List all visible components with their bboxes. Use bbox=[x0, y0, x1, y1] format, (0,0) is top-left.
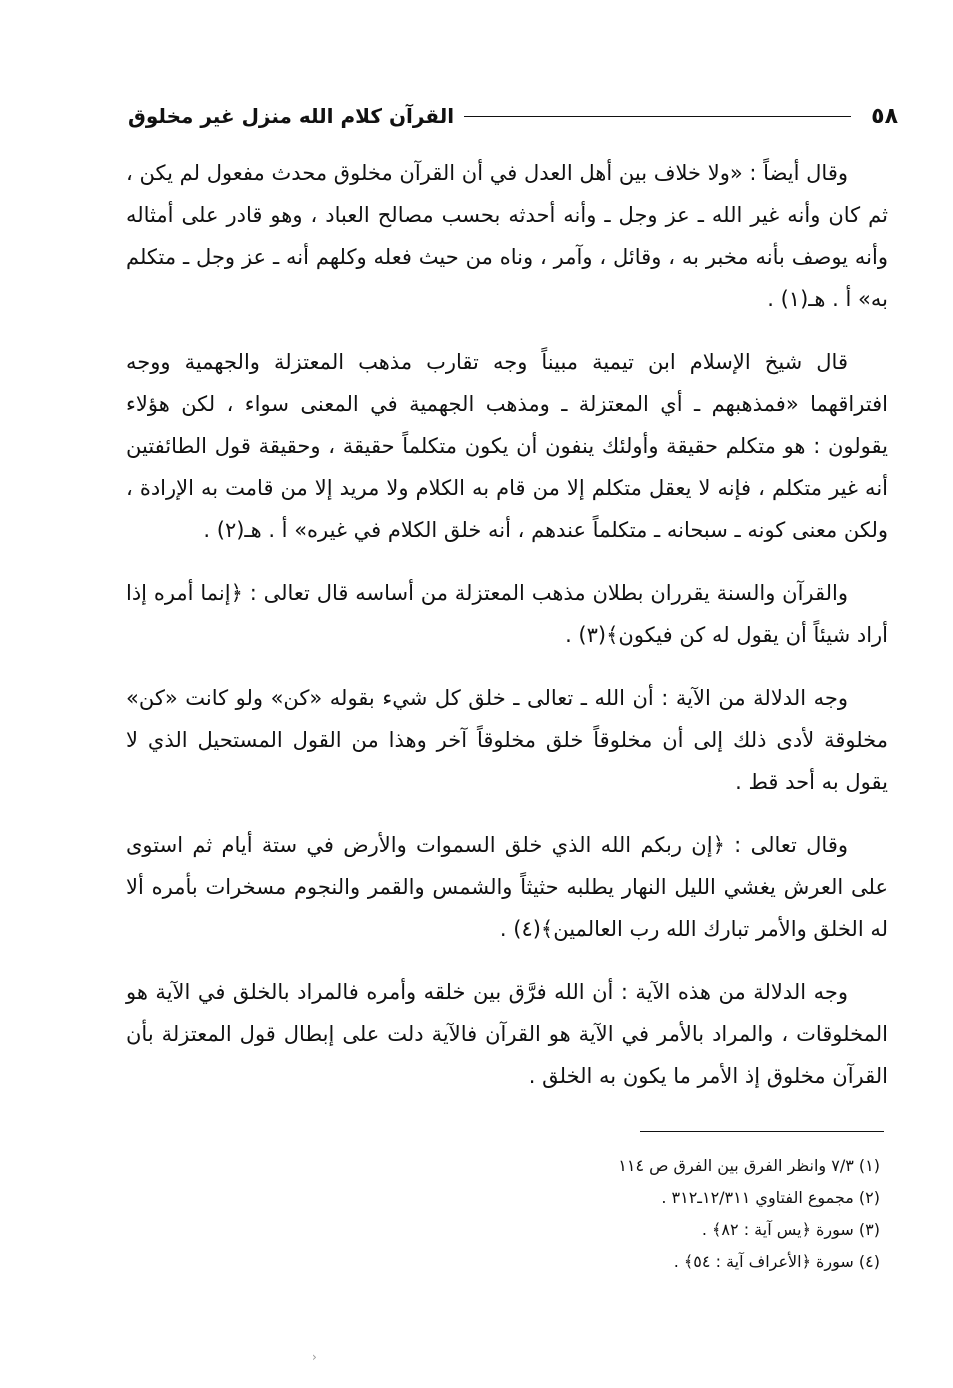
footnote-separator bbox=[640, 1131, 884, 1132]
running-header bbox=[128, 96, 898, 136]
paragraph: وقال أيضاً : «ولا خلاف بين أهل العدل في أن القرآن مخلوق محدث مفعول لم يكن ، ثم كان وأنه غير الله ـ عز وجل ـ وأنه أحدثه بحسب مصالح العباد ، وهو قادر على أمثاله وأنه يوصف بأنه مخبر به ، وقائل ، وآمر ، وناه من حيث فعله وكلهم أنه ـ عز وجل ـ متكلم به» أ . هـ(١) . bbox=[126, 161, 888, 311]
footnote: (١) ٧/٣ وانظر الفرق بين الفرق ص ١١٤ bbox=[618, 1156, 880, 1175]
stray-mark: ‹ bbox=[312, 1350, 317, 1364]
paragraph: والقرآن والسنة يقرران بطلان مذهب المعتزلة من أساسه قال تعالى : ﴿إنما أمره إذا أراد شيئاً أن يقول له كن فيكون﴾(٣) . bbox=[126, 581, 888, 647]
body-text bbox=[126, 152, 888, 1118]
footnote: (٢) مجموع الفتاوي ١٢/٣١١ـ٣١٢ . bbox=[661, 1188, 880, 1207]
running-title: القرآن كلام الله منزل غير مخلوق bbox=[128, 104, 455, 128]
footnote: (٤) سورة ﴿الأعراف آية : ٥٤﴾ . bbox=[673, 1252, 880, 1271]
paragraph: قال شيخ الإسلام ابن تيمية مبيناً وجه تقارب مذهب المعتزلة والجهمية ووجه افتراقهما «فمذهبهم ـ أي المعتزلة ـ ومذهب الجهمية في المعنى سواء ، لكن هؤلاء يقولون : هو متكلم حقيقة وأولئك ينفون أن يكون متكلماً حقيقة ، وحقيقة قول الطائفتين أنه غير متكلم ، فإنه لا يعقل متكلم إلا من قام به الكلام ولا مريد إلا من قامت به الإرادة ، ولكن معنى كونه ـ سبحانه ـ متكلماً عندهم ، أنه خلق الكلام في غيره» أ . هـ(٢) . bbox=[126, 350, 888, 542]
page-number: ٥٨ bbox=[871, 103, 898, 129]
paragraph: وقال تعالى : ﴿إن ربكم الله الذي خلق السموات والأرض في ستة أيام ثم استوى على العرش يغشي الليل النهار يطلبه حثيثاً والشمس والقمر والنجوم مسخرات بأمره ألا له الخلق والأمر تبارك الله رب العالمين﴾(٤) . bbox=[126, 833, 888, 941]
paragraph: وجه الدلالة من هذه الآية : أن الله فرَّق بين خلقه وأمره فالمراد بالخلق في الآية هو المخلوقات ، والمراد بالأمر في الآية هو القرآن فالآية دلت على إبطال قول المعتزلة بأن القرآن مخلوق إذ الأمر ما يكون به الخلق . bbox=[126, 980, 888, 1088]
footnotes bbox=[400, 1150, 880, 1278]
paragraph: وجه الدلالة من الآية : أن الله ـ تعالى ـ خلق كل شيء بقوله «كن» ولو كانت «كن» مخلوقة لأدى ذلك إلى أن مخلوقاً خلق مخلوقاً آخر وهذا من القول المستحيل الذي لا يقول به أحد قط . bbox=[126, 686, 888, 794]
footnote: (٣) سورة ﴿يس آية : ٨٢﴾ . bbox=[701, 1220, 880, 1239]
header-rule bbox=[464, 116, 851, 117]
